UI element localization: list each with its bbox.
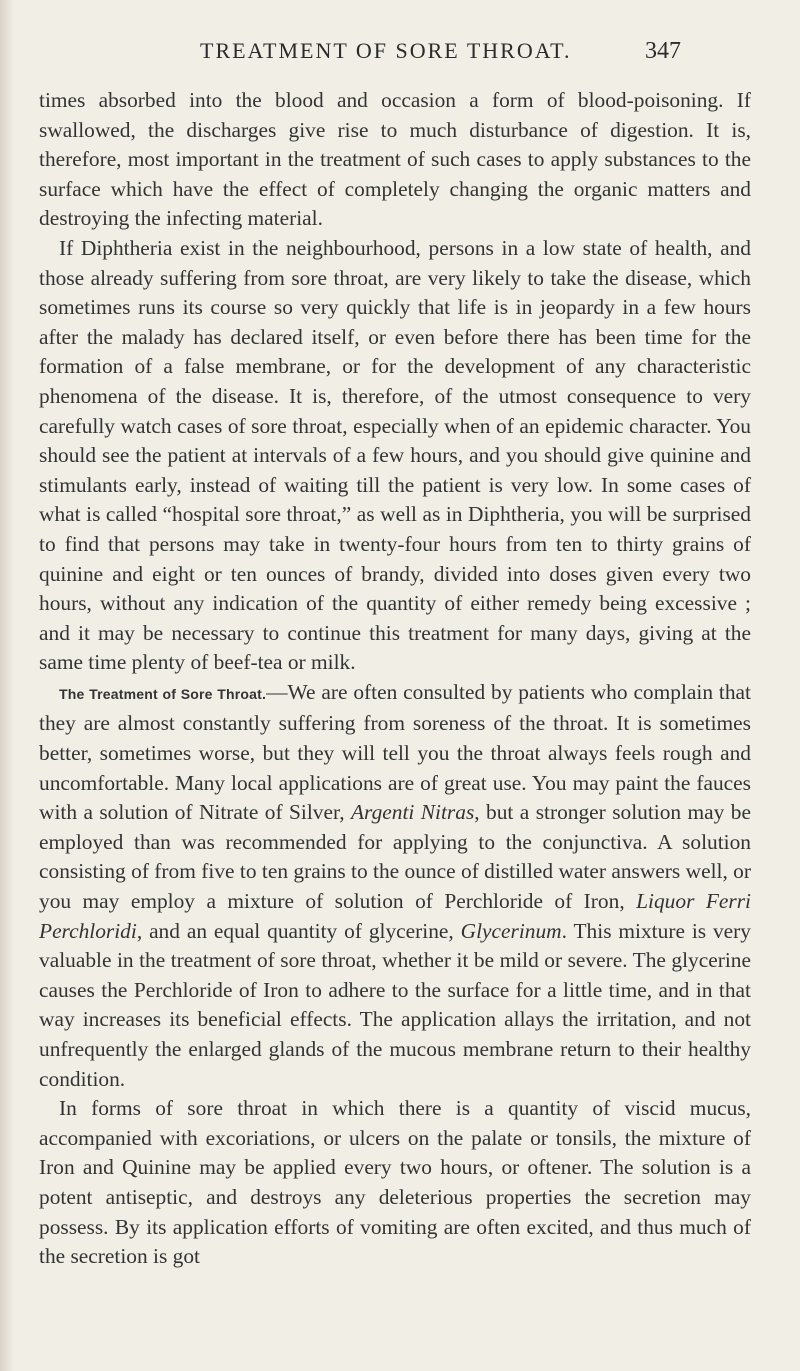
body-text bbox=[39, 86, 751, 1272]
latin-term-liquor-ferri: Liquor Ferri Perchloridi bbox=[39, 889, 752, 943]
paragraph-3-text-3: , and an equal quantity of glycerine, bbox=[136, 918, 461, 943]
running-title: TREATMENT OF SORE THROAT. bbox=[200, 38, 572, 63]
paragraph-3-text-1: —We are often consulted by patients who complain that they are almost constantly suffering from soreness of the throat. It is sometimes better, sometimes worse, but they will tell you the throat always feels rough and uncomfortable. Many local applications are of great use. You may paint the fauces with a solution of Nitrate of Silver, bbox=[39, 679, 751, 825]
page-number: 347 bbox=[645, 38, 681, 64]
latin-term-argenti-nitras: Argenti Nitras bbox=[350, 800, 475, 825]
paragraph-3-text-4: . This mixture is very valuable in the treatment of sore throat, whether it be mild or severe. The glycerine causes the Perchloride of Iron to adhere to the surface for a little time, and in that way increases its beneficial effects. The application allays the irritation, and not unfrequently the enlarged glands of the mucous membrane return to their healthy condition. bbox=[39, 918, 751, 1091]
paragraph-2: If Diphtheria exist in the neighbourhood, persons in a low state of health, and those already suffering from sore throat, are very likely to take the disease, which sometimes runs its course so very quickly that life is in jeopardy in a few hours after the malady has declared itself, or even before there has been time for the formation of a false membrane, or for the development of any characteristic phenomena of the disease. It is, therefore, of the utmost consequence to very carefully watch cases of sore throat, especially when of an epidemic character. You should see the patient at intervals of a few hours, and you should give quinine and stimulants early, instead of waiting till the patient is very low. In some cases of what is called “hospital sore throat,” as well as in Diphtheria, you will be surprised to find that persons may take in twenty-four hours from ten to thirty grains of quinine and eight or ten ounces of brandy, divided into doses given every two hours, without any indication of the quantity of either remedy being excessive ; and it may be necessary to continue this treatment for many days, giving at the same time plenty of beef-tea or milk. bbox=[39, 235, 751, 675]
paragraph-3-text-2: , but a stronger solution may be employed than was recommended for applying to the conjunctiva. A solution consisting of from five to ten grains to the ounce of distilled water answers well, or you may employ a mixture of solution of Perchloride of Iron, bbox=[39, 800, 751, 914]
paragraph-1: times absorbed into the blood and occasion a form of blood-poisoning. If swallowed, the discharges give rise to much disturbance of digestion. It is, therefore, most important in the treatment of such cases to apply substances to the surface which have the effect of completely changing the organic matters and destroying the infecting material. bbox=[39, 88, 751, 231]
section-sidehead: The Treatment of Sore Throat. bbox=[59, 685, 267, 702]
paragraph-4: In forms of sore throat in which there is a quantity of viscid mucus, accompanied with excoriations, or ulcers on the palate or tonsils, the mixture of Iron and Quinine may be applied every two hours, or oftener. The solution is a potent antiseptic, and destroys any deleterious properties the secretion may possess. By its application efforts of vomiting are often excited, and thus much of the secretion is got bbox=[39, 1096, 751, 1269]
latin-term-glycerinum: Glycerinum bbox=[460, 918, 562, 943]
page-gutter-shadow bbox=[0, 0, 14, 1371]
paragraph-3 bbox=[39, 678, 751, 1094]
running-header bbox=[0, 38, 800, 78]
